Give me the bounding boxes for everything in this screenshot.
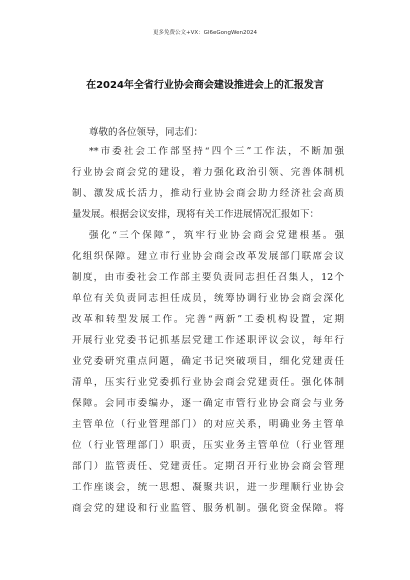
paragraph-line: 改革和转型发展工作。完善“两新”工委机构设置，定期 [72, 314, 344, 325]
paragraph-line: 制度，由市委社会工作部主要负责同志担任召集人，12个 [72, 272, 344, 283]
paragraph-line: **市委社会工作部坚持“四个三”工作法，不断加强 [89, 146, 344, 157]
paragraph-line: 保障。会同市委编办，逐一确定市管行业协会商会与业务 [72, 398, 344, 409]
paragraph-line: 位（行业管理部门）职责，压实业务主管单位（行业管理 [72, 440, 344, 451]
header-note: 更多免费公文+VX：Gl6eGongWen2024 [153, 30, 257, 36]
paragraph-line: 行业协会商会党的建设，着力强化政治引领、完善体制机 [72, 167, 344, 178]
paragraph-line: 量发展。根据会议安排，现将有关工作进展情况汇报如下： [72, 209, 320, 220]
paragraph-line: 化组织保障。建立市行业协会商会改革发展部门联席会议 [72, 251, 344, 262]
paragraph-line: 部门）监管责任、党建责任。定期召开行业协会商会管理 [72, 461, 344, 472]
paragraph-line: 强化“三个保障”，筑牢行业协会商会党建根基。强 [89, 230, 344, 241]
document-title: 在2024年全省行业协会商会建设推进会上的汇报发言 [86, 80, 324, 91]
paragraph-line: 开展行业党委书记抓基层党建工作述职评议会议，每年行 [72, 335, 344, 346]
paragraph-line: 制、激发成长活力，推动行业协会商会助力经济社会高质 [72, 188, 344, 199]
paragraph-line: 清单，压实行业党委抓行业协会商会党建责任。强化体制 [72, 377, 344, 388]
paragraph-line: 商会党的建设和行业监管、服务机制。强化资金保障。将 [72, 503, 344, 514]
paragraph-line: 工作座谈会，统一思想、凝聚共识，进一步理顺行业协会 [72, 482, 344, 493]
paragraph-line: 业党委研究重点问题，确定书记突破项目，细化党建责任 [72, 356, 344, 367]
paragraph-line: 单位有关负责同志担任成员，统筹协调行业协会商会深化 [72, 293, 344, 304]
salutation: 尊敬的各位领导，同志们： [89, 127, 204, 138]
paragraph-line: 主管单位（行业管理部门）的对应关系，明确业务主管单 [72, 419, 344, 430]
